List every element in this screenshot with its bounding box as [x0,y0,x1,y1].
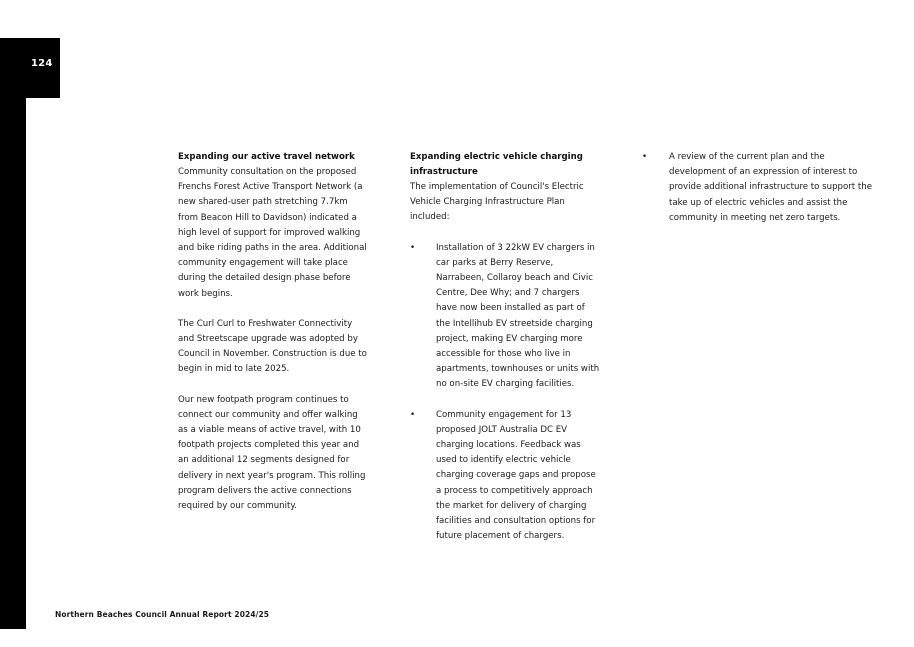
heading-active-travel: Expanding our active travel network [178,152,355,162]
list-item-text: Community engagement for 13 proposed JOLT Australia DC EV charging locations. Feedback was used to identify electric vehicle charging coverage gaps and propose a process to competitively approach the market for delivery of charging facilities and consultation options for future placement of chargers. [436,409,596,542]
list-ev-charging [410,241,600,545]
list-item [410,241,600,393]
paragraph-active-travel-3: Our new footpath program continues to connect our community and offer walking as a viable means of active travel, with 10 footpath projects completed this year and an additional 12 segments designed for delivery in next year's program. This rolling program delivers the active connections required by our community. [178,394,366,512]
list-item [642,150,872,226]
column-plan-review [642,150,872,544]
list-plan-review [642,150,872,226]
page-number: 124 [31,58,53,69]
page-footer: Northern Beaches Council Annual Report 2024/25 [55,610,270,619]
heading-ev-charging: Expanding electric vehicle charging infrastructure [410,152,583,177]
column-active-travel [178,150,368,544]
bullet-icon: • [410,409,416,420]
paragraph-active-travel-2: The Curl Curl to Freshwater Connectivity and Streetscape upgrade was adopted by Council in November. Construction is due to begin in mid to late 2025. [178,318,367,375]
paragraph-active-travel-1: Community consultation on the proposed Frenchs Forest Active Transport Network (a new shared-user path stretching 7.7km from Beacon Hill to Davidson) indicated a high level of support for improved walking and bike riding paths in the area. Additional community engagement will take place during the detailed design phase before work begins. [178,167,367,299]
list-item-text: A review of the current plan and the development of an expression of interest to provide additional infrastructure to support the take up of electric vehicles and assist the community in meeting net zero targets. [669,152,872,223]
page-edge-bar [0,98,26,629]
paragraph-ev-charging-intro: The implementation of Council's Electric Vehicle Charging Infrastructure Plan included: [410,182,584,223]
bullet-icon: • [642,152,648,162]
column-ev-charging [410,150,600,544]
bullet-icon: • [410,242,416,253]
list-item-text: Installation of 3 22kW EV chargers in car parks at Berry Reserve, Narrabeen, Collaroy beach and Civic Centre, Dee Why; and 7 chargers have now been installed as part of the Intellihub EV streetside charging project, making EV charging more accessible for those who live in apartments, townhouses or units with no on-site EV charging facilities. [436,242,600,390]
content-columns [178,150,878,544]
list-item [410,408,600,545]
